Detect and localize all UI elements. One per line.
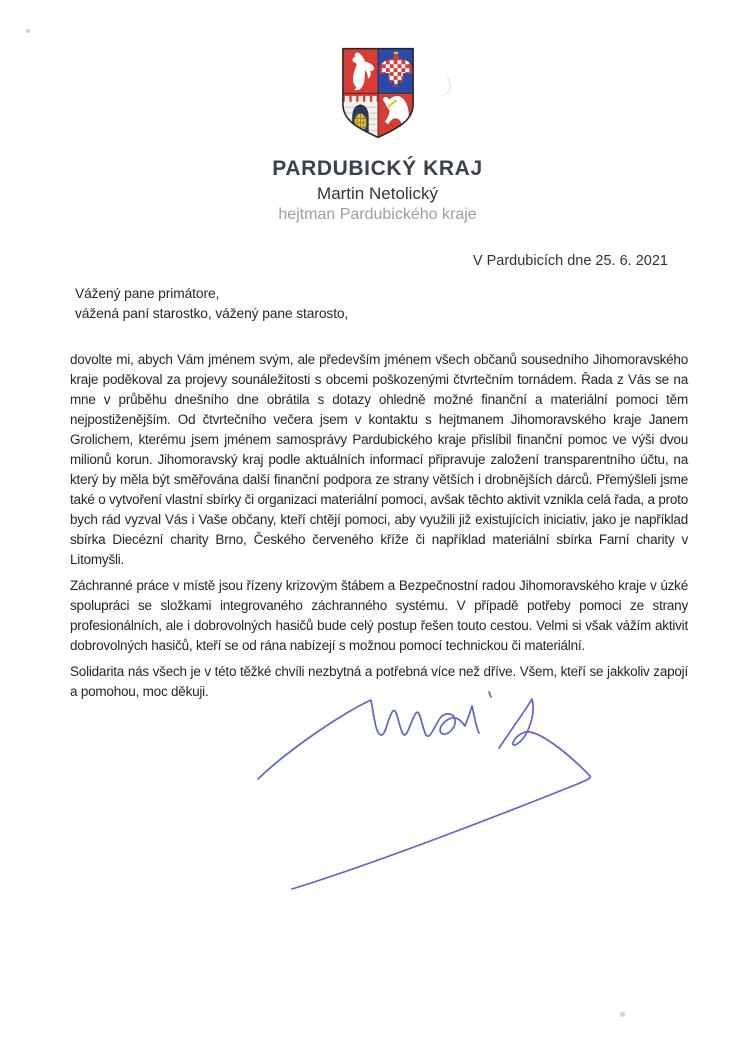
pardubicky-kraj-coat-of-arms-icon xyxy=(339,45,417,142)
author-title: hejtman Pardubického kraje xyxy=(278,206,477,223)
paragraph-2: Záchranné práce v místě jsou řízeny krizovým štábem a Bezpečnostní radou Jihomoravského kraje v úzké spolupráci se složkami integrovaného záchranného systému. V případě potřeby pomoci ze strany profesionálních, ale i dobrovolných hasičů bude celý postup řešen touto cestou. Velmi si však vážím aktivit dobrovolných hasičů, kteří se od rána nabízejí s možnou pomocí technickou či materiální. xyxy=(70,578,688,653)
scan-artifact-blue-speck xyxy=(620,1012,625,1017)
paragraph-1: dovolte mi, abych Vám jménem svým, ale především jménem všech občanů sousedního Jihomoravského kraje poděkoval za projevy sounáležitosti s obcemi poškozenými čtvrtečním tornádem. Řada z Vás se na mne v průběhu dnešního dne obrátila s dotazy ohledně možné finanční a materiální pomoci těm nejpostiženějším. Od čtvrtečního večera jsem v kontaktu s hejtmanem Jihomoravského kraje Janem Grolichem, kterému jsem jménem samosprávy Pardubického kraje přislíbil finanční pomoc ve výši dvou milionů korun. Jihomoravský kraj podle aktuálních informací připravuje založení transparentního účtu, na který by měla být směřována další finanční podpora ze strany větších i drobnějších dárců. Přemýšleli jsme také o vytvoření vlastní sbírky či organizaci materiální pomoci, avšak těchto aktivit vznikla celá řada, a proto bych rád vyzval Vás i Vaše občany, kteří chtějí pomoci, aby využili již existujících iniciativ, jako je například sbírka Diecézní charity Brno, Českého červeného kříže či například materiální sbírka Farní charity v Litomyšli. xyxy=(70,352,688,567)
salutation xyxy=(75,284,755,324)
scan-artifact-speck xyxy=(26,29,30,33)
salutation-line-1: Vážený pane primátore, xyxy=(75,286,220,301)
handwritten-signature xyxy=(245,672,605,902)
author-name: Martin Netolický xyxy=(317,184,438,203)
dateline: V Pardubicích dne 25. 6. 2021 xyxy=(472,253,668,269)
scan-artifact-tick xyxy=(436,76,454,96)
organization-name: PARDUBICKÝ KRAJ xyxy=(272,157,483,180)
salutation-line-2: vážená paní starostko, vážený pane starosto, xyxy=(75,306,349,321)
paragraph-3: Solidarita nás všech je v této těžké chvíli nezbytná a potřebná více než dříve. Všem, kteří se jakkoliv zapojí a pomohou, moc děkuji. xyxy=(70,664,688,699)
